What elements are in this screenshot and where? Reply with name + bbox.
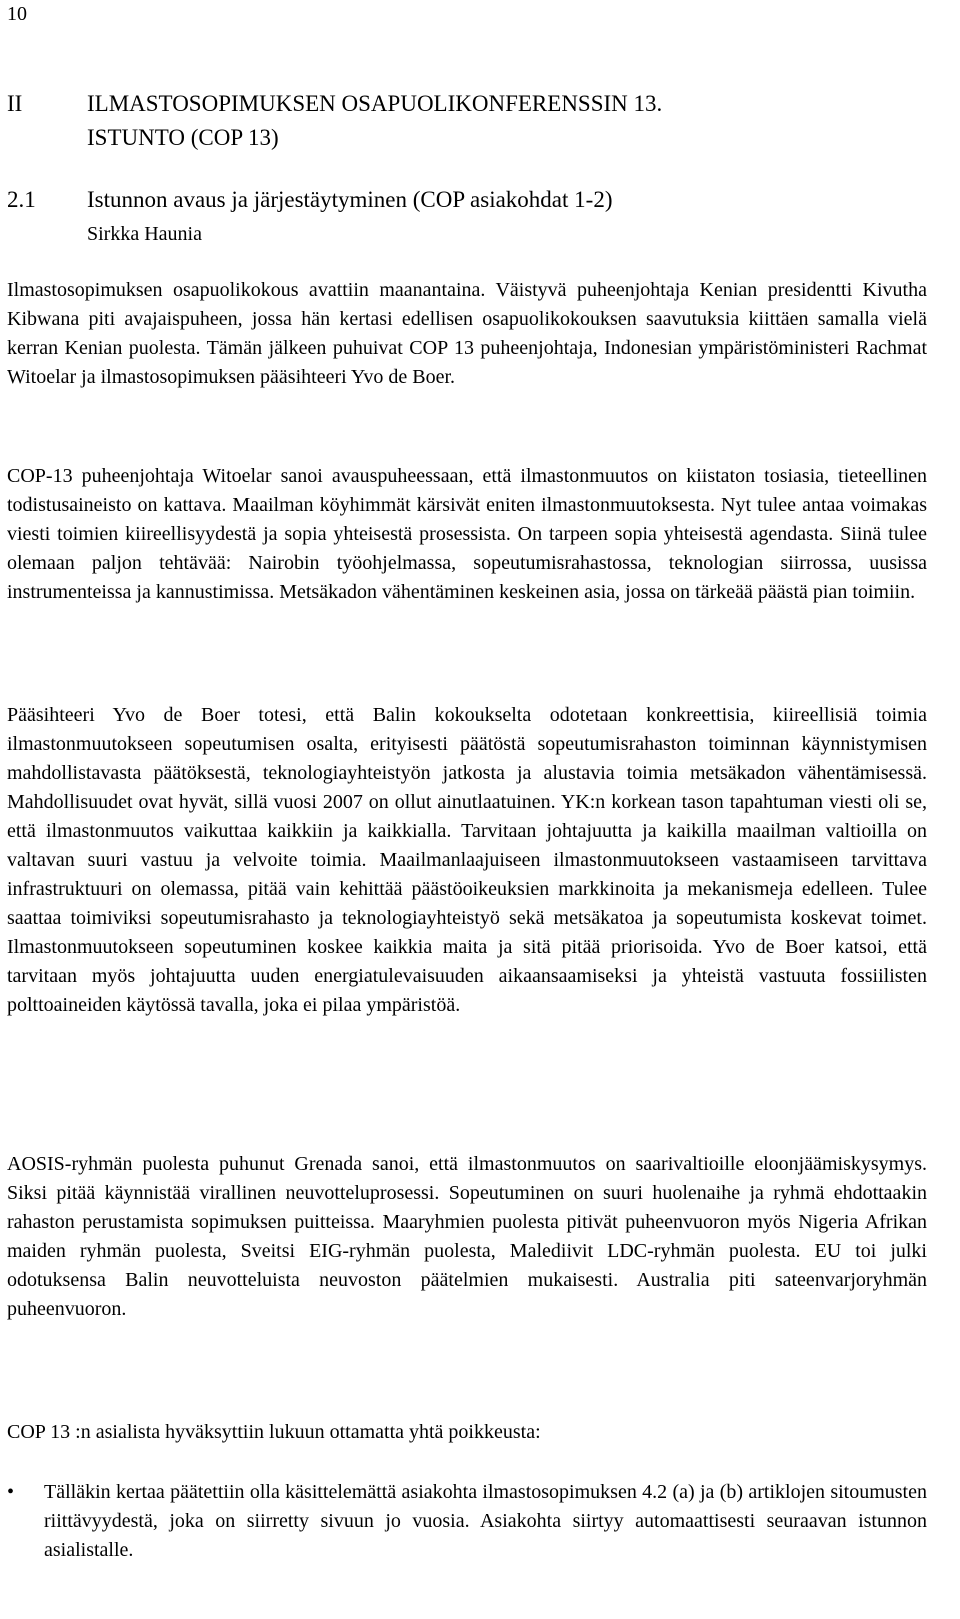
paragraph-secretary-speech: Pääsihteeri Yvo de Boer totesi, että Balin kokoukselta odotetaan konkreettisia, kiireellisiä toimia ilmastonmuutokseen sopeutumisen osalta, erityisesti päätöstä sopeutumisrahaston toiminnan käynnistymisen mahdollistavasta päätöksestä, teknologiayhteistyön jatkosta ja alustavia toimia metsäkadon vähentämisessä. Mahdollisuudet ovat hyvät, sillä vuosi 2007 on ollut ainutlaatuinen. YK:n korkean tason tapahtuman viesti oli se, että ilmastonmuutos vaikuttaa kaikkiin ja kaikkialla. Tarvitaan johtajuutta ja kaikilla maailman valtioilla on valtavan suuri vastuu ja velvoite toimia. Maailmanlaajuiseen ilmastonmuutokseen vastaamiseen tarvittava infrastruktuuri on olemassa, pitää vain kehittää päästöoikeuksien markkinoita ja mekanismeja edelleen. Tulee saattaa toimiviksi sopeutumisrahasto ja teknologiayhteistyö sekä metsäkatoa ja sopeutumista koskevat toimet. Ilmastonmuutokseen sopeutuminen koskee kaikkia maita ja sitä pitää priorisoida. Yvo de Boer katsoi, että tarvitaan myös johtajuutta uuden energiatulevaisuuden aikaansaamiseksi ja yhteistä vastuuta fossiilisten polttoaineiden käytössä tavalla, joka ei pilaa ympäristöä. bbox=[7, 704, 927, 1016]
paragraph-opening: Ilmastosopimuksen osapuolikokous avattiin maanantaina. Väistyvä puheenjohtaja Kenian presidentti Kivutha Kibwana piti avajaispuheen, jossa hän kertasi edellisen osapuolikokouksen saavutuksia kiittäen samalla vielä kerran Kenian puolesta. Tämän jälkeen puhuivat COP 13 puheenjohtaja, Indonesian ympäristöministeri Rachmat Witoelar ja ilmastosopimuksen pääsihteeri Yvo de Boer. bbox=[7, 279, 927, 388]
bullet-list bbox=[7, 1478, 927, 1565]
chapter-heading bbox=[7, 87, 927, 155]
chapter-title-line-1: ILMASTOSOPIMUKSEN OSAPUOLIKONFERENSSIN 13. bbox=[87, 91, 663, 116]
bullet-icon: • bbox=[7, 1481, 15, 1503]
section-heading bbox=[7, 184, 927, 216]
list-item bbox=[7, 1478, 927, 1565]
section-author: Sirkka Haunia bbox=[87, 223, 202, 245]
chapter-number: II bbox=[7, 91, 23, 116]
section-number: 2.1 bbox=[7, 187, 36, 212]
section-title: Istunnon avaus ja järjestäytyminen (COP asiakohdat 1-2) bbox=[87, 187, 613, 212]
chapter-title bbox=[87, 87, 927, 155]
paragraph-groups-statements: AOSIS-ryhmän puolesta puhunut Grenada sanoi, että ilmastonmuutos on saarivaltioille eloonjäämiskysymys. Siksi pitää käynnistää virallinen neuvotteluprosessi. Sopeutuminen on suuri huolenaihe ja ryhmä ehdottaakin rahaston perustamista sopimuksen puitteissa. Maaryhmien puolesta pitivät puheenvuoron myös Nigeria Afrikan maiden ryhmän puolesta, Sveitsi EIG-ryhmän puolesta, Malediivit LDC-ryhmän puolesta. EU toi julki odotuksensa Balin neuvotteluista neuvoston päätelmien mukaisesti. Australia piti sateenvarjoryhmän puheenvuoron. bbox=[7, 1153, 927, 1320]
page-number: 10 bbox=[7, 3, 27, 25]
chapter-title-line-2: ISTUNTO (COP 13) bbox=[87, 125, 279, 150]
bullet-text: Tälläkin kertaa päätettiin olla käsittelemättä asiakohta ilmastosopimuksen 4.2 (a) ja (b) artiklojen sitoumusten riittävyydestä, joka on siirretty sivuun jo vuosia. Asiakohta siirtyy automaattisesti seuraavan istunnon asialistalle. bbox=[44, 1481, 927, 1561]
paragraph-agenda: COP 13 :n asialista hyväksyttiin lukuun ottamatta yhtä poikkeusta: bbox=[7, 1421, 541, 1443]
paragraph-chair-speech: COP-13 puheenjohtaja Witoelar sanoi avauspuheessaan, että ilmastonmuutos on kiistaton tosiasia, tieteellinen todistusaineisto on kattava. Maailman köyhimmät kärsivät eniten ilmastonmuutoksesta. Nyt tulee antaa voimakas viesti toimien kiireellisyydestä ja sopia yhteisestä prosessista. On tarpeen sopia yhteisestä agendasta. Siinä tulee olemaan paljon tehtävää: Nairobin työohjelmassa, sopeutumisrahastossa, teknologian siirrossa, uusissa instrumenteissa ja kannustimissa. Metsäkadon vähentäminen keskeinen asia, jossa on tärkeää päästä pian toimiin. bbox=[7, 465, 927, 603]
